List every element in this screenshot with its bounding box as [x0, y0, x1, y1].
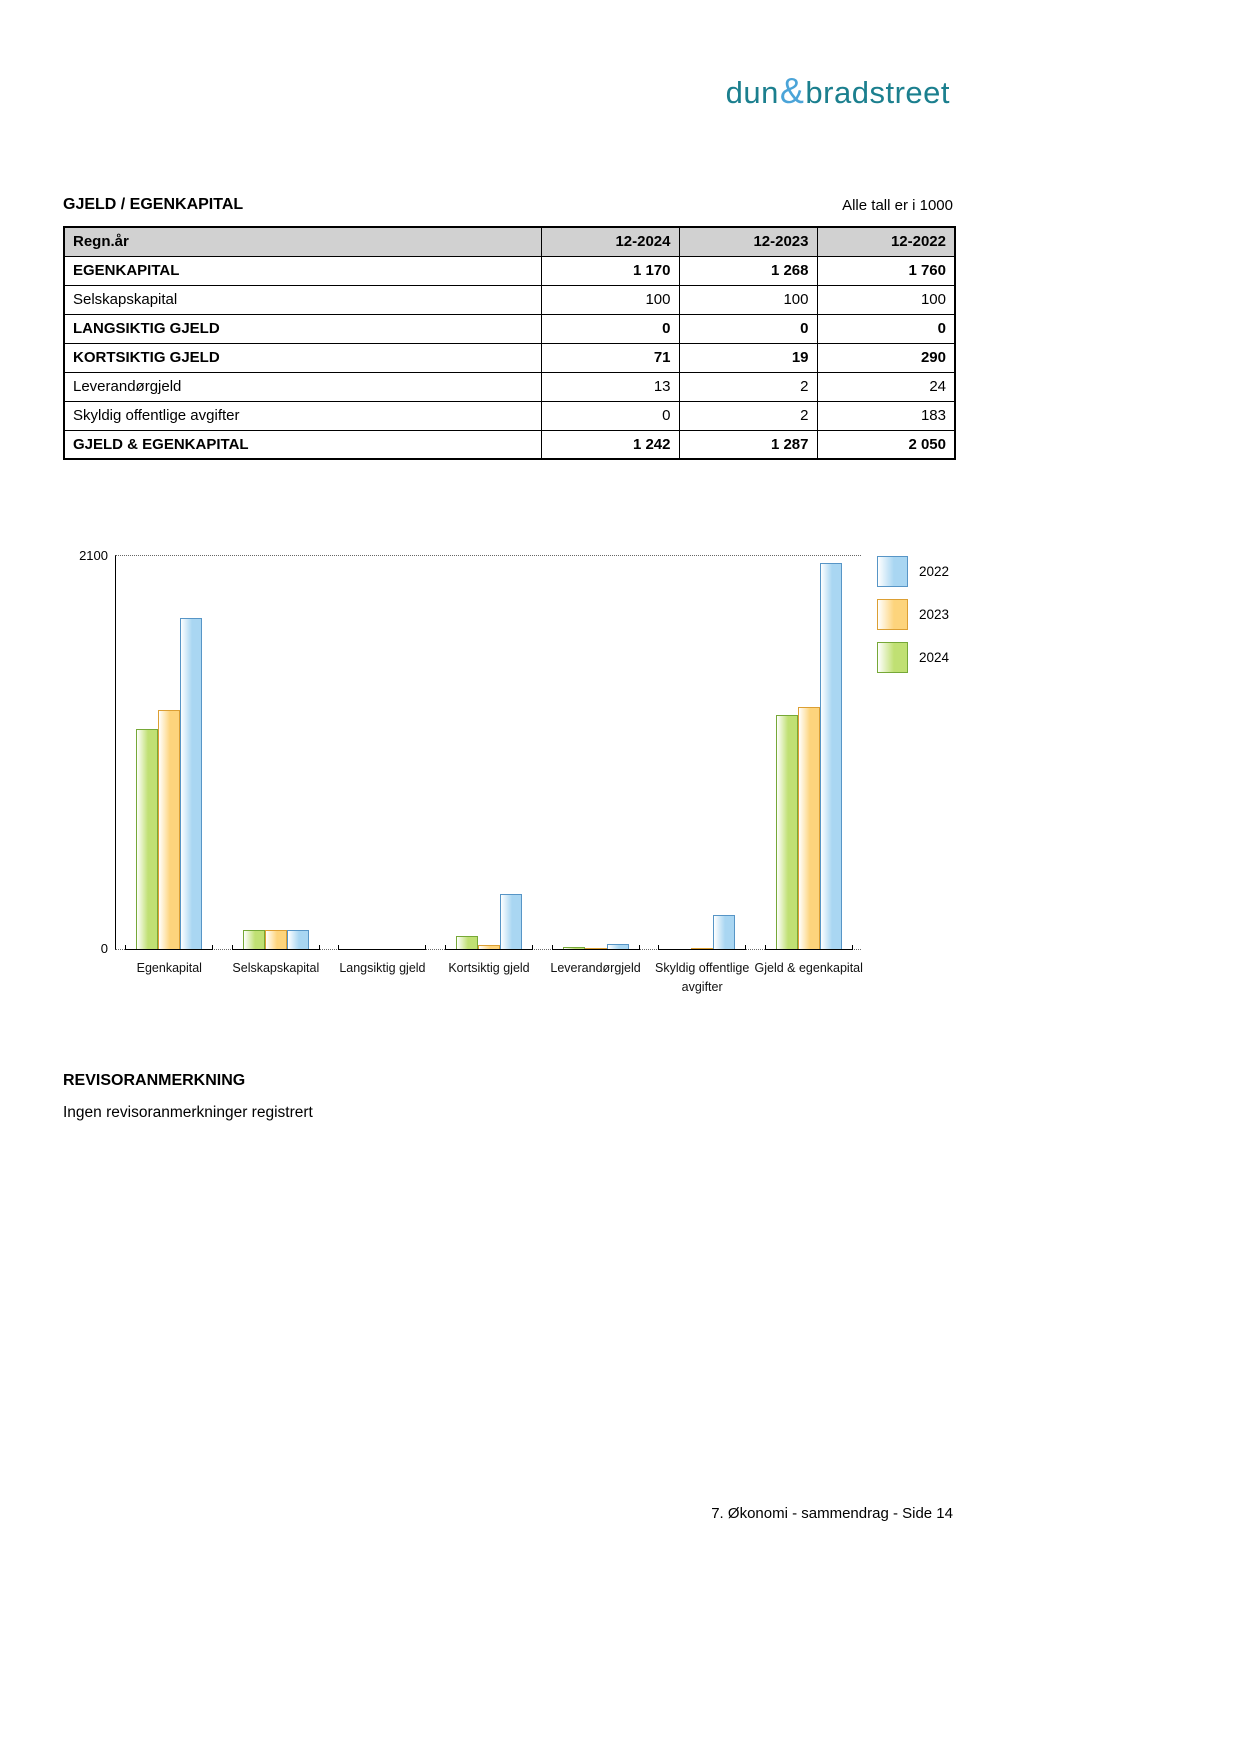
logo-ampersand-icon: &: [779, 70, 805, 111]
header-cell-label: Regn.år: [64, 227, 541, 256]
table-row: [64, 401, 955, 430]
row-value: 0: [817, 314, 955, 343]
bar-2022: [287, 930, 309, 949]
row-label: EGENKAPITAL: [64, 256, 541, 285]
bar-2023: [158, 710, 180, 949]
row-value: 1 268: [679, 256, 817, 285]
bar-2024: [243, 930, 265, 949]
row-value: 183: [817, 401, 955, 430]
row-value: 100: [679, 285, 817, 314]
category-label: Egenkapital: [136, 961, 202, 975]
bar-2024: [776, 715, 798, 949]
auditor-remark-title: REVISORANMERKNING: [63, 1072, 246, 1089]
table-row: [64, 430, 955, 459]
legend-swatch-2023: [877, 599, 908, 630]
table-header: [64, 227, 955, 256]
row-value: 2: [679, 372, 817, 401]
y-axis-max-label: 2100: [79, 548, 108, 563]
table-row: [64, 343, 955, 372]
table-row: [64, 314, 955, 343]
financial-table: [63, 226, 956, 460]
category-label: Skyldig offentlige avgifter: [655, 961, 750, 995]
bar-2024: [136, 729, 158, 949]
dun-bradstreet-logo: [726, 70, 950, 112]
bar-2022: [500, 894, 522, 949]
legend-item-2022: [877, 556, 949, 587]
bar-2022: [607, 944, 629, 949]
legend-label: 2022: [919, 564, 950, 579]
row-value: 2 050: [817, 430, 955, 459]
row-value: 2: [679, 401, 817, 430]
table-header-row: [64, 227, 955, 256]
bar-2023: [798, 707, 820, 949]
legend-item-2024: [877, 642, 949, 673]
row-value: 290: [817, 343, 955, 372]
row-value: 71: [541, 343, 679, 372]
bar-2023: [585, 948, 607, 949]
units-note: Alle tall er i 1000: [842, 197, 953, 214]
row-value: 0: [679, 314, 817, 343]
auditor-remark-text: Ingen revisoranmerkninger registrert: [63, 1104, 313, 1121]
row-value: 1 760: [817, 256, 955, 285]
bar-2024: [456, 936, 478, 949]
category-label: Selskapskapital: [232, 961, 320, 975]
logo-text-dun: dun: [725, 75, 779, 110]
bar-2022: [713, 915, 735, 949]
legend-swatch-2022: [877, 556, 908, 587]
row-value: 1 170: [541, 256, 679, 285]
row-value: 19: [679, 343, 817, 372]
category-label: Kortsiktig gjeld: [448, 961, 530, 975]
bar-2024: [563, 947, 585, 949]
legend-item-2023: [877, 599, 949, 630]
row-label: Skyldig offentlige avgifter: [64, 401, 541, 430]
section-header: [63, 196, 953, 214]
row-value: 0: [541, 401, 679, 430]
table-row: [64, 285, 955, 314]
row-value: 100: [541, 285, 679, 314]
row-value: 0: [541, 314, 679, 343]
row-label: KORTSIKTIG GJELD: [64, 343, 541, 372]
category-label: Leverandørgjeld: [550, 961, 641, 975]
row-value: 1 287: [679, 430, 817, 459]
chart-legend: [877, 556, 949, 685]
row-value: 100: [817, 285, 955, 314]
row-label: GJELD & EGENKAPITAL: [64, 430, 541, 459]
category-label: Gjeld & egenkapital: [754, 961, 863, 975]
header-cell-year: 12-2023: [679, 227, 817, 256]
page-footer: 7. Økonomi - sammendrag - Side 14: [711, 1505, 953, 1522]
bar-2023: [691, 948, 713, 949]
header-cell-year: 12-2024: [541, 227, 679, 256]
bar-2022: [180, 618, 202, 949]
row-label: Leverandørgjeld: [64, 372, 541, 401]
legend-swatch-2024: [877, 642, 908, 673]
row-value: 24: [817, 372, 955, 401]
bar-2022: [820, 563, 842, 949]
bar-2023: [265, 930, 287, 949]
header-cell-year: 12-2022: [817, 227, 955, 256]
table-row: [64, 256, 955, 285]
table-body: [64, 256, 955, 459]
row-label: Selskapskapital: [64, 285, 541, 314]
legend-label: 2023: [919, 607, 950, 622]
y-axis-min-label: 0: [100, 941, 108, 956]
legend-label: 2024: [919, 650, 950, 665]
row-value: 13: [541, 372, 679, 401]
table-row: [64, 372, 955, 401]
category-label: Langsiktig gjeld: [339, 961, 426, 975]
row-label: LANGSIKTIG GJELD: [64, 314, 541, 343]
bar-chart-plot: [115, 555, 863, 995]
baseline-segment: [338, 945, 426, 950]
section-title: GJELD / EGENKAPITAL: [63, 196, 244, 213]
logo-text-bradstreet: bradstreet: [805, 75, 950, 110]
bar-2023: [478, 945, 500, 949]
row-value: 1 242: [541, 430, 679, 459]
